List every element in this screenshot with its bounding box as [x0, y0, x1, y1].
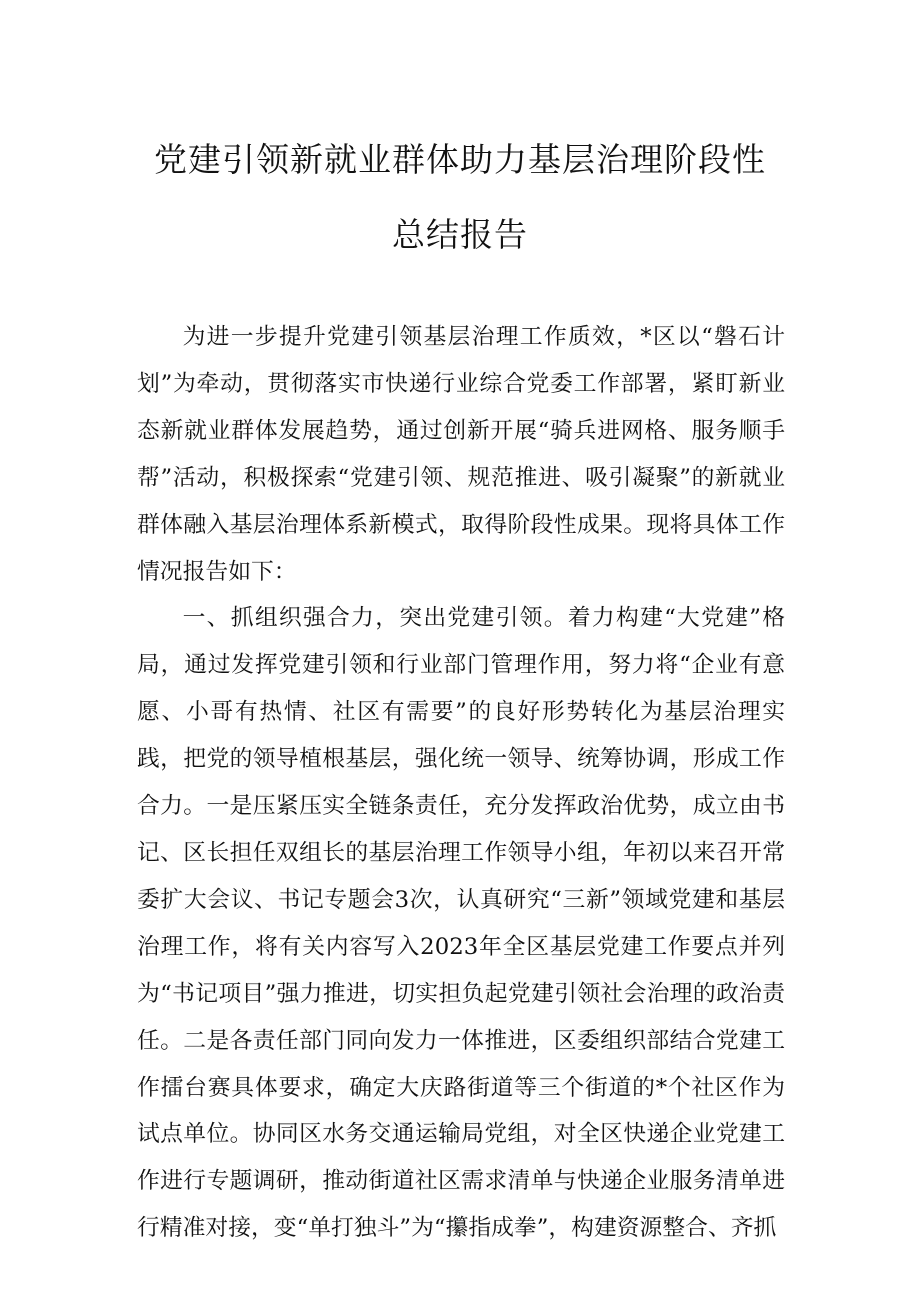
document-title-line-2: 总结报告	[392, 215, 528, 254]
document-title-line-1: 党建引领新就业群体助力基层治理阶段性	[154, 140, 766, 179]
paragraph-intro: 为进一步提升党建引领基层治理工作质效，*区以“磐石计划”为牵动，贯彻落实市快递行业综合党委工作部署，紧盯新业态新就业群体发展趋势，通过创新开展“骑兵进网格、服务顺手帮”活动，积极探索“党建引领、规范推进、吸引凝聚”的新就业群体融入基层治理体系新模式，取得阶段性成果。现将具体工作情况报告如下：	[137, 324, 785, 585]
paragraph-section-one: 一、抓组织强合力，突出党建引领。着力构建“大党建”格局，通过发挥党建引领和行业部门管理作用，努力将“企业有意愿、小哥有热情、社区有需要”的良好形势转化为基层治理实践，把党的领导植根基层，强化统一领导、统筹协调，形成工作合力。一是压紧压实全链条责任，充分发挥政治优势，成立由书记、区长担任双组长的基层治理工作领导小组，年初以来召开常委扩大会议、书记专题会3次，认真研究“三新”领域党建和基层治理工作，将有关内容写入2023年全区基层党建工作要点并列为“书记项目”强力推进，切实担负起党建引领社会治理的政治责任。二是各责任部门同向发力一体推进，区委组织部结合党建工作擂台赛具体要求，确定大庆路街道等三个街道的*个社区作为试点单位。协同区水务交通运输局党组，对全区快递企业党建工作进行专题调研，推动街道社区需求清单与快递企业服务清单进行精准对接，变“单打独斗”为“攥指成拳”，构建资源整合、齐抓	[137, 605, 785, 1242]
document-body	[137, 314, 785, 1252]
